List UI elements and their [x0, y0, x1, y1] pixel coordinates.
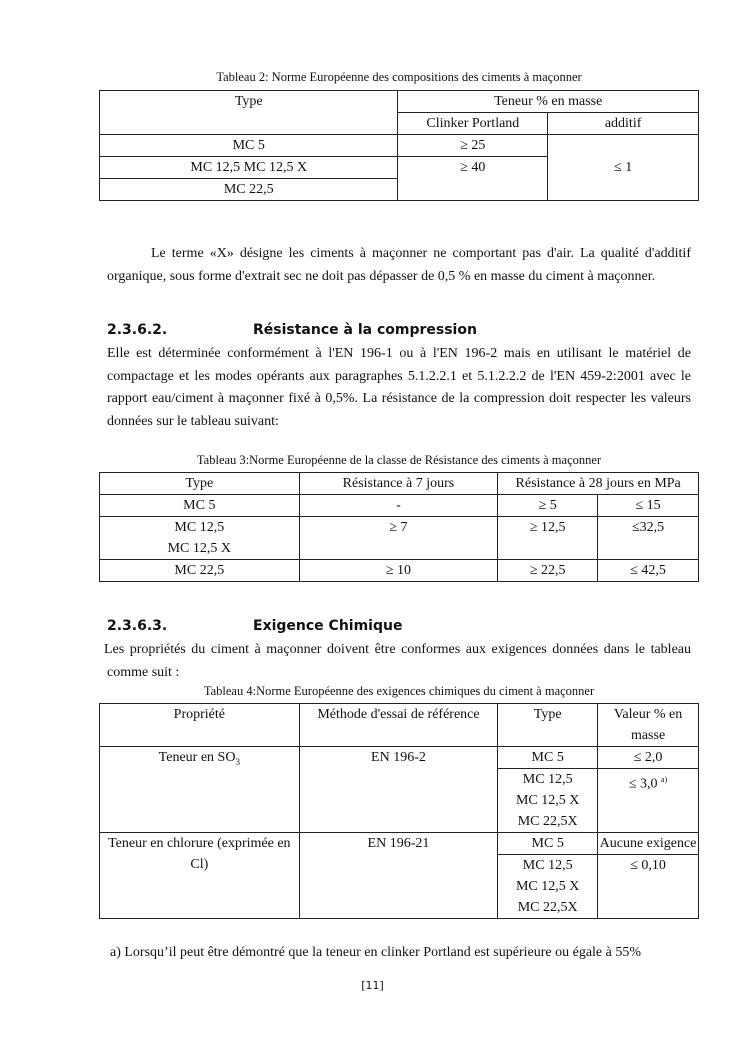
table4-cell-propriete: [100, 747, 300, 833]
table4-type-line: MC 12,5: [522, 858, 573, 873]
table3-cell-28j-min: ≥ 22,5: [498, 560, 598, 582]
table3-cell-type: [100, 517, 300, 560]
table4-header-methode: Méthode d'essai de référence: [299, 704, 498, 747]
table2-header-additif: additif: [548, 113, 699, 135]
table3-cell-type: MC 22,5: [100, 560, 300, 582]
so3-label: Teneur en SO: [158, 750, 236, 765]
paragraph-x-definition: Le terme «X» désigne les ciments à maçonner ne comportant pas d'air. La qualité d'additif organique, sous forme d'extrait sec ne doit pas dépasser de 0,5 % en masse du ciment à maçonner.: [107, 246, 691, 284]
table3-cell-28j-max: ≤32,5: [598, 517, 699, 560]
paragraph-chimique: Les propriétés du ciment à maçonner doivent être conformes aux exigences données dans le tableau comme suit :: [104, 642, 691, 680]
table4-cell-type: [498, 769, 598, 833]
table4-type-line: MC 12,5 X: [515, 793, 580, 808]
table4-type-line: MC 22,5X: [517, 900, 578, 915]
table3-cell-7j: -: [299, 495, 498, 517]
table4-header-valeur: Valeur % en masse: [598, 704, 699, 747]
section-heading-resistance: [107, 322, 477, 338]
table4-caption: Tableau 4:Norme Européenne des exigences chimiques du ciment à maçonner: [203, 684, 595, 698]
table3-header-28j: Résistance à 28 jours en MPa: [498, 473, 699, 495]
so3-value: ≤ 3,0: [628, 776, 658, 792]
table3-cell-28j-min: ≥ 5: [498, 495, 598, 517]
table2-cell-clinker: ≥ 40: [398, 157, 548, 201]
table2-cell-type: MC 22,5: [100, 179, 398, 201]
table4-header-type: Type: [498, 704, 598, 747]
table4-cell-type: MC 5: [498, 747, 598, 769]
table3-cell-28j-min: ≥ 12,5: [498, 517, 598, 560]
table4-cell-type: [498, 855, 598, 919]
table3-cell-28j-max: ≤ 42,5: [598, 560, 699, 582]
table3-caption: Tableau 3:Norme Européenne de la classe de Résistance des ciments à maçonner: [196, 453, 602, 467]
table2-cell-additif: ≤ 1: [548, 135, 699, 201]
table3-cell-7j: ≥ 7: [299, 517, 498, 560]
table2-cell-type: MC 5: [100, 135, 398, 157]
footnote-marker: a): [661, 775, 668, 784]
section-heading-chimique: [107, 618, 402, 634]
so3-subscript: 3: [235, 756, 240, 767]
table2-header-clinker: Clinker Portland: [398, 113, 548, 135]
page-number: [11]: [361, 979, 384, 992]
section-title: Exigence Chimique: [253, 618, 403, 634]
table2-header-type: Type: [100, 91, 398, 135]
table4-type-line: MC 12,5 X: [515, 879, 580, 894]
table4-cell-propriete: Teneur en chlorure (exprimée en Cl): [100, 833, 300, 919]
table3-type-line: MC 12,5: [174, 520, 225, 535]
section-title: Résistance à la compression: [253, 322, 477, 338]
table3: [99, 472, 699, 582]
table4-cell-methode: EN 196-2: [299, 747, 498, 833]
table4-cell-valeur: ≤ 0,10: [598, 855, 699, 919]
table3-cell-type: MC 5: [100, 495, 300, 517]
table3-cell-7j: ≥ 10: [299, 560, 498, 582]
table3-type-line: MC 12,5 X: [167, 541, 231, 556]
table4-header-propriete: Propriété: [100, 704, 300, 747]
table4-type-line: MC 12,5: [522, 772, 573, 787]
table4-cell-type: MC 5: [498, 833, 598, 855]
paragraph-resistance: Elle est déterminée conformément à l'EN 196-1 ou à l'EN 196-2 mais en utilisant le matériel de compactage et les modes opérants aux paragraphes 5.1.2.2.1 et 5.1.2.2.2 de l'EN 459-2:2001 avec le rapport eau/ciment à maçonner fixé à 0,5%. La résistance de la compression doit respecter les valeurs données sur le tableau suivant:: [107, 346, 691, 429]
table3-cell-28j-max: ≤ 15: [598, 495, 699, 517]
table3-header-7j: Résistance à 7 jours: [299, 473, 498, 495]
table2-cell-clinker: ≥ 25: [398, 135, 548, 157]
section-number: 2.3.6.2.: [107, 322, 168, 338]
table4-cell-valeur: [598, 769, 699, 833]
table4: [99, 703, 699, 919]
section-number: 2.3.6.3.: [107, 618, 168, 634]
table2: [99, 90, 699, 201]
table4-cell-valeur: ≤ 2,0: [598, 747, 699, 769]
table3-header-type: Type: [100, 473, 300, 495]
table4-cell-valeur: Aucune exigence: [598, 833, 699, 855]
table2-cell-type: MC 12,5 MC 12,5 X: [100, 157, 398, 179]
table2-caption: Tableau 2: Norme Européenne des compositions des ciments à maçonner: [216, 70, 582, 84]
table4-type-line: MC 22,5X: [517, 814, 578, 829]
footnote: a) Lorsqu’il peut être démontré que la teneur en clinker Portland est supérieure ou égale à 55%: [110, 945, 642, 960]
table4-cell-methode: EN 196-21: [299, 833, 498, 919]
table2-header-teneur: Teneur % en masse: [398, 91, 699, 113]
